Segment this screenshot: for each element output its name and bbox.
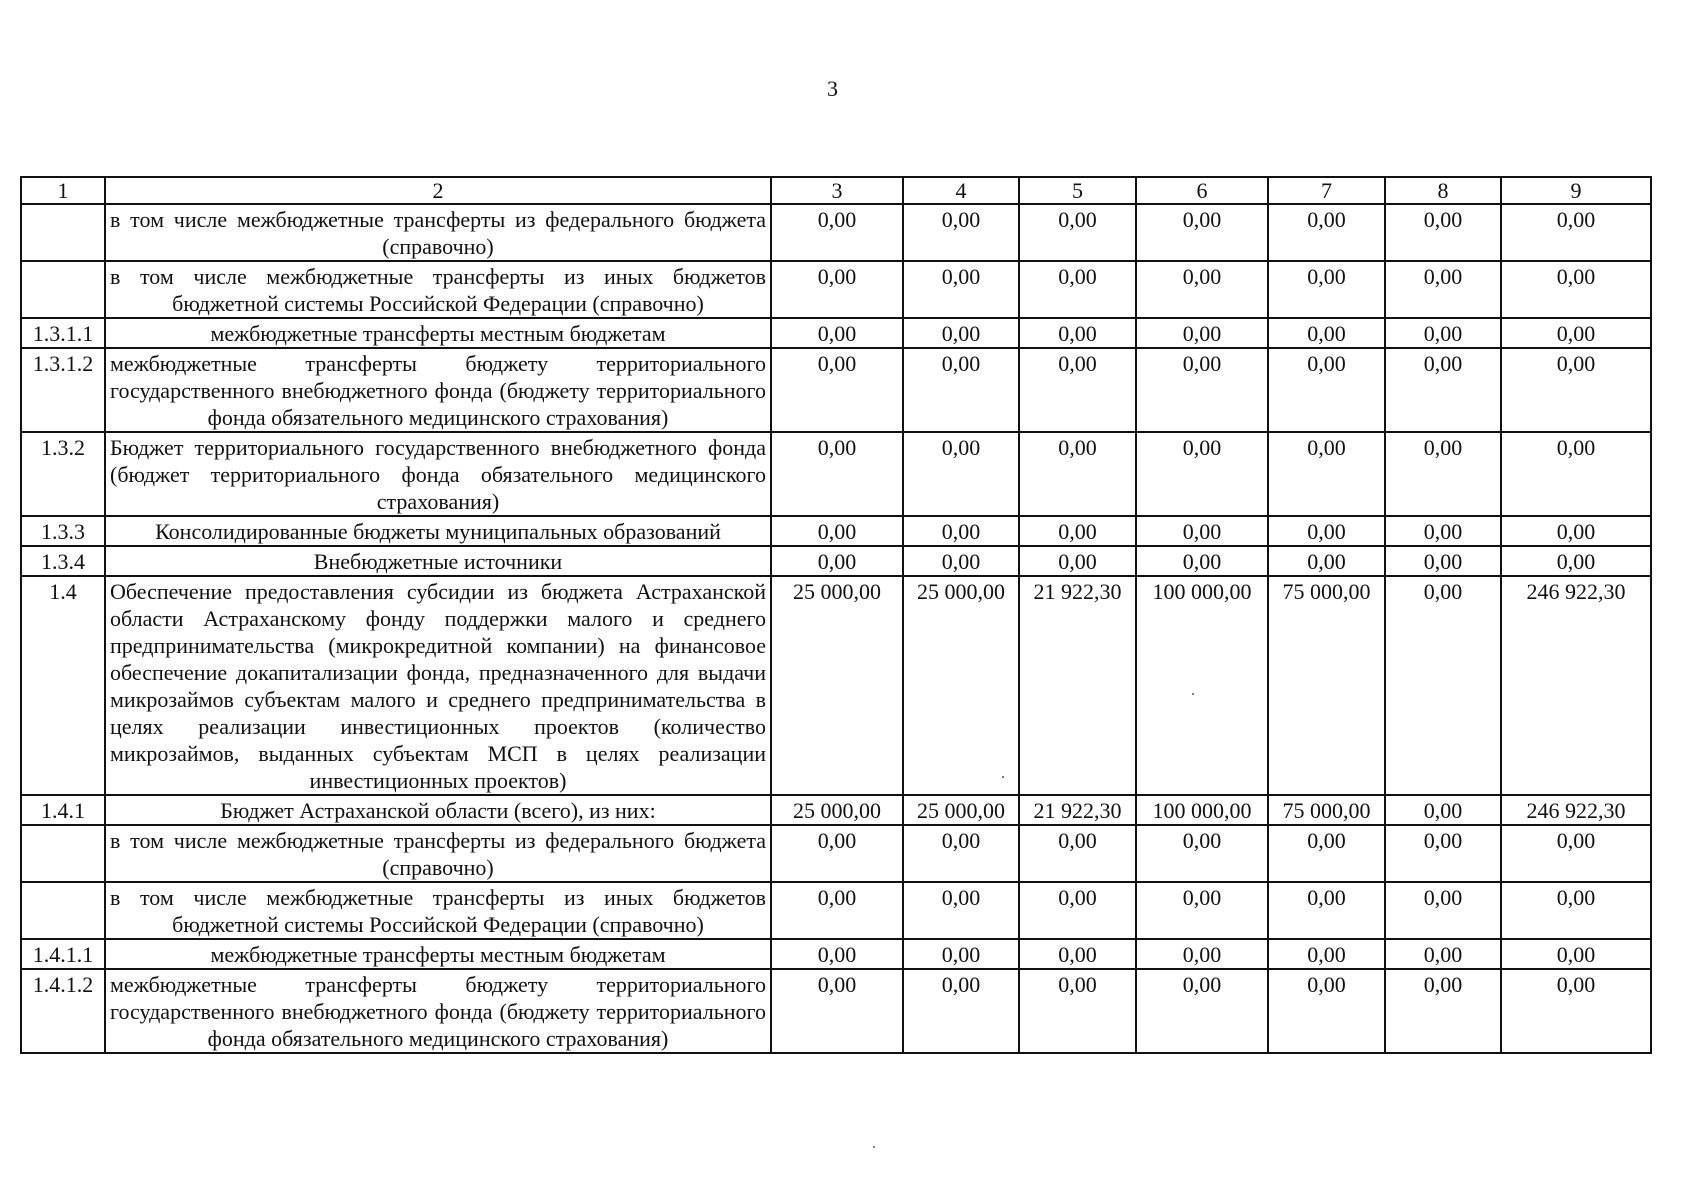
row-value: 0,00: [1136, 318, 1268, 348]
row-value: 0,00: [771, 882, 903, 939]
row-value: 0,00: [1501, 516, 1651, 546]
row-code: 1.4.1.1: [21, 939, 105, 969]
row-value: 0,00: [903, 318, 1019, 348]
row-description: межбюджетные трансферты бюджету территориального государственного внебюджетного фонда (бюджету территориального фонда обязательного медицинского страхования): [105, 969, 771, 1053]
row-value: 0,00: [1136, 432, 1268, 516]
row-value: 0,00: [1385, 516, 1501, 546]
row-description: в том числе межбюджетные трансферты из федерального бюджета (справочно): [105, 204, 771, 261]
column-number: 8: [1385, 177, 1501, 204]
row-value: 0,00: [1268, 318, 1385, 348]
row-description: Консолидированные бюджеты муниципальных образований: [105, 516, 771, 546]
row-value: 0,00: [1136, 348, 1268, 432]
row-value: 0,00: [771, 204, 903, 261]
row-value: 0,00: [1019, 204, 1136, 261]
row-code: 1.4: [21, 576, 105, 795]
row-value: 0,00: [771, 516, 903, 546]
row-value: 0,00: [1385, 825, 1501, 882]
row-description: Внебюджетные источники: [105, 546, 771, 576]
row-value: 0,00: [1385, 348, 1501, 432]
row-value: 0,00: [1268, 432, 1385, 516]
row-value: 0,00: [1268, 546, 1385, 576]
row-value: 0,00: [903, 825, 1019, 882]
row-value: 0,00: [903, 969, 1019, 1053]
row-value: 0,00: [1268, 348, 1385, 432]
table-row: [21, 882, 1651, 939]
row-value: 0,00: [1136, 939, 1268, 969]
row-value: 0,00: [1385, 318, 1501, 348]
table-row: [21, 348, 1651, 432]
row-description: межбюджетные трансферты бюджету территориального государственного внебюджетного фонда (бюджету территориального фонда обязательного медицинского страхования): [105, 348, 771, 432]
table-row: [21, 939, 1651, 969]
row-description: Обеспечение предоставления субсидии из бюджета Астраханской области Астраханскому фонду поддержки малого и среднего предпринимательства (микрокредитной компании) на финансовое обеспечение докапитализации фонда, предназначенного для выдачи микрозаймов субъектам малого и среднего предпринимательства в целях реализации инвестиционных проектов (количество микрозаймов, выданных субъектам МСП в целях реализации инвестиционных проектов): [105, 576, 771, 795]
page-number: 3: [827, 76, 838, 101]
row-description: межбюджетные трансферты местным бюджетам: [105, 318, 771, 348]
row-value: 25 000,00: [903, 795, 1019, 825]
row-value: 0,00: [1019, 939, 1136, 969]
column-number-row: [21, 177, 1651, 204]
row-value: 0,00: [771, 546, 903, 576]
row-value: 100 000,00: [1136, 795, 1268, 825]
row-value: 0,00: [1385, 432, 1501, 516]
row-value: 21 922,30: [1019, 795, 1136, 825]
row-value: 0,00: [1268, 204, 1385, 261]
row-code: 1.3.3: [21, 516, 105, 546]
row-value: 0,00: [1268, 969, 1385, 1053]
row-value: 0,00: [771, 432, 903, 516]
row-value: 0,00: [903, 432, 1019, 516]
scan-speck: [873, 1146, 875, 1148]
row-code: 1.3.1.2: [21, 348, 105, 432]
row-description: Бюджет территориального государственного внебюджетного фонда (бюджет территориального фонда обязательного медицинского страхования): [105, 432, 771, 516]
row-code: [21, 825, 105, 882]
column-number: 2: [105, 177, 771, 204]
row-value: 0,00: [1385, 939, 1501, 969]
budget-table: [20, 176, 1652, 1054]
row-value: 0,00: [1136, 825, 1268, 882]
row-description: в том числе межбюджетные трансферты из иных бюджетов бюджетной системы Российской Федерации (справочно): [105, 882, 771, 939]
row-value: 0,00: [903, 939, 1019, 969]
row-value: 0,00: [1268, 516, 1385, 546]
scan-speck: [1192, 693, 1194, 695]
table-row: [21, 318, 1651, 348]
column-number: 6: [1136, 177, 1268, 204]
table-row: [21, 204, 1651, 261]
row-value: 0,00: [903, 882, 1019, 939]
table-row: [21, 969, 1651, 1053]
row-value: 0,00: [903, 348, 1019, 432]
row-value: 0,00: [1019, 318, 1136, 348]
row-value: 0,00: [1019, 261, 1136, 318]
row-value: 0,00: [1501, 939, 1651, 969]
row-value: 0,00: [903, 261, 1019, 318]
row-code: 1.3.1.1: [21, 318, 105, 348]
column-number: 3: [771, 177, 903, 204]
row-value: 0,00: [1501, 546, 1651, 576]
column-number: 9: [1501, 177, 1651, 204]
row-value: 0,00: [771, 969, 903, 1053]
row-value: 0,00: [1136, 969, 1268, 1053]
row-value: 0,00: [1019, 546, 1136, 576]
row-description: Бюджет Астраханской области (всего), из них:: [105, 795, 771, 825]
row-value: 0,00: [1385, 576, 1501, 795]
row-value: 21 922,30: [1019, 576, 1136, 795]
row-description: межбюджетные трансферты местным бюджетам: [105, 939, 771, 969]
row-code: [21, 204, 105, 261]
row-value: 0,00: [1019, 516, 1136, 546]
row-value: 0,00: [1268, 261, 1385, 318]
table-body: [21, 204, 1651, 1053]
row-value: 0,00: [771, 939, 903, 969]
row-code: 1.3.2: [21, 432, 105, 516]
row-value: 246 922,30: [1501, 795, 1651, 825]
row-code: [21, 261, 105, 318]
row-value: 0,00: [1385, 795, 1501, 825]
row-value: 0,00: [1501, 318, 1651, 348]
row-value: 0,00: [1268, 882, 1385, 939]
row-value: 0,00: [1501, 825, 1651, 882]
row-value: 0,00: [771, 825, 903, 882]
row-description: в том числе межбюджетные трансферты из иных бюджетов бюджетной системы Российской Федерации (справочно): [105, 261, 771, 318]
table-row: [21, 261, 1651, 318]
row-value: 0,00: [1136, 261, 1268, 318]
row-value: 0,00: [1385, 261, 1501, 318]
row-value: 75 000,00: [1268, 576, 1385, 795]
row-value: 0,00: [903, 546, 1019, 576]
row-value: 0,00: [771, 261, 903, 318]
row-value: 0,00: [1268, 939, 1385, 969]
row-value: 100 000,00: [1136, 576, 1268, 795]
row-value: 0,00: [771, 318, 903, 348]
row-value: 0,00: [1385, 969, 1501, 1053]
row-value: 25 000,00: [771, 576, 903, 795]
row-value: 25 000,00: [903, 576, 1019, 795]
table-row: [21, 825, 1651, 882]
row-value: 0,00: [1385, 204, 1501, 261]
column-number: 1: [21, 177, 105, 204]
row-value: 0,00: [903, 516, 1019, 546]
row-value: 0,00: [1136, 546, 1268, 576]
row-value: 0,00: [903, 204, 1019, 261]
scan-speck: [1002, 776, 1004, 778]
row-value: 0,00: [1501, 432, 1651, 516]
row-value: 25 000,00: [771, 795, 903, 825]
row-value: 0,00: [1501, 348, 1651, 432]
row-value: 0,00: [1501, 969, 1651, 1053]
row-code: [21, 882, 105, 939]
row-code: 1.4.1: [21, 795, 105, 825]
row-value: 0,00: [1268, 825, 1385, 882]
row-value: 0,00: [1385, 882, 1501, 939]
table-row: [21, 795, 1651, 825]
row-value: 0,00: [1385, 546, 1501, 576]
table-row: [21, 546, 1651, 576]
row-value: 0,00: [1019, 348, 1136, 432]
row-value: 0,00: [1019, 969, 1136, 1053]
row-value: 0,00: [1501, 261, 1651, 318]
row-value: 0,00: [1019, 882, 1136, 939]
row-value: 0,00: [1136, 204, 1268, 261]
table-row: [21, 576, 1651, 795]
row-code: 1.4.1.2: [21, 969, 105, 1053]
column-number: 7: [1268, 177, 1385, 204]
row-value: 75 000,00: [1268, 795, 1385, 825]
row-value: 0,00: [1501, 882, 1651, 939]
table-row: [21, 516, 1651, 546]
row-value: 0,00: [771, 348, 903, 432]
row-value: 0,00: [1019, 432, 1136, 516]
column-number: 4: [903, 177, 1019, 204]
row-value: 246 922,30: [1501, 576, 1651, 795]
table-row: [21, 432, 1651, 516]
row-value: 0,00: [1136, 882, 1268, 939]
row-value: 0,00: [1136, 516, 1268, 546]
column-number: 5: [1019, 177, 1136, 204]
row-value: 0,00: [1019, 825, 1136, 882]
row-code: 1.3.4: [21, 546, 105, 576]
row-description: в том числе межбюджетные трансферты из федерального бюджета (справочно): [105, 825, 771, 882]
row-value: 0,00: [1501, 204, 1651, 261]
